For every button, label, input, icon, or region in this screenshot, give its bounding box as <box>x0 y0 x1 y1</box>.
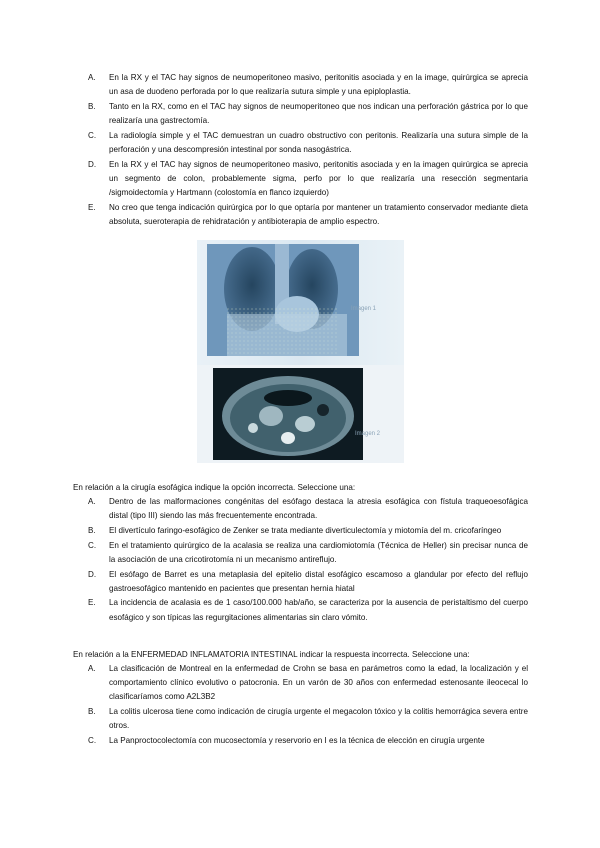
option-text: En la RX y el TAC hay signos de neumoperitoneo masivo, peritonitis asociada y en la image, quirúrgica se aprecia un asa de duodeno perforada por lo que realizaría sutura simple y una epiploplastia. <box>109 73 528 97</box>
option-b[interactable] <box>88 524 528 538</box>
option-letter: B. <box>88 707 96 717</box>
option-letter: A. <box>88 497 96 506</box>
option-letter: E. <box>88 598 96 608</box>
option-letter: C. <box>88 736 97 746</box>
option-text: No creo que tenga indicación quirúrgica por lo que optaría por mantener un tratamiento conservador mediante dieta absoluta, sueroterapia de rehidratación y antibioterapia de amplio espectro. <box>109 202 528 227</box>
option-d[interactable] <box>88 568 528 596</box>
option-letter: B. <box>88 525 96 535</box>
option-c[interactable] <box>88 539 528 567</box>
option-a[interactable] <box>88 71 528 99</box>
option-letter: A. <box>88 73 96 82</box>
option-letter: D. <box>88 569 97 579</box>
ct-illustration <box>213 368 363 460</box>
option-text: La Panproctocolectomía con mucosectomía y reservorio en I es la técnica de elección en cirugía urgente <box>109 736 485 746</box>
image-label-1: Imagen 1 <box>351 306 377 312</box>
option-c[interactable] <box>88 734 528 748</box>
option-text: Dentro de las malformaciones congénitas del esófago destaca la atresia esofágica con fístula traqueoesofágica distal (tipo III) siendo las más frecuentemente encontrada. <box>109 497 528 521</box>
option-letter: B. <box>88 101 96 111</box>
option-d[interactable] <box>88 158 528 201</box>
option-letter: C. <box>88 540 97 550</box>
question2-prompt: En relación a la cirugía esofágica indique la opción incorrecta. Seleccione una: <box>73 483 356 492</box>
option-text: Tanto en la RX, como en el TAC hay signos de neumoperitoneo que nos indican una perforación gástrica por lo que realizaría una gastrectomía. <box>109 101 528 126</box>
medical-images <box>197 240 404 463</box>
xray-illustration <box>207 244 359 356</box>
option-b[interactable] <box>88 705 528 733</box>
option-text: La radiología simple y el TAC demuestran un cuadro obstructivo con peritonis. Realizaría una sutura simple de la perforación y una descompresión intestinal por sonda nasogástrica. <box>109 130 528 155</box>
option-a[interactable] <box>88 662 528 705</box>
option-text: En el tratamiento quirúrgico de la acalasia se realiza una cardiomiotomía (Técnica de Heller) sin precisar nunca de la asociación de una cricotirotomía ni un mecanismo antireflujo. <box>109 540 528 564</box>
ct-scan-image <box>213 368 363 460</box>
question3-options <box>88 662 528 748</box>
option-text: La clasificación de Montreal en la enfermedad de Crohn se basa en parámetros como la edad, la localización y el comportamiento clínico evolutivo o patocronia. En un varón de 30 años con enfermedad estenosante ileocecal lo clasificaríamos como A2L3B2 <box>109 664 528 702</box>
option-letter: C. <box>88 130 97 140</box>
option-c[interactable] <box>88 129 528 157</box>
image-label-2: Imagen 2 <box>355 431 381 437</box>
question2-options <box>88 495 528 625</box>
option-e[interactable] <box>88 596 528 624</box>
option-letter: A. <box>88 664 96 673</box>
option-text: En la RX y el TAC hay signos de neumoperitoneo masivo, peritonitis asociada y en la imagen quirúrgica se aprecia un segmento de colon, probablemente sigma, perfo por lo que realizaría una resección segmentaria /sigmoidectomía y Hartmann (colostomía en flanco izquierdo) <box>109 159 528 198</box>
question1-options <box>88 71 528 229</box>
option-text: El esófago de Barret es una metaplasia del epitelio distal esofágico escamoso a glandular por efecto del reflujo gastroesofágico mantenido en pacientes que presentan hernia hiatal <box>109 569 528 593</box>
option-letter: D. <box>88 159 97 169</box>
option-letter: E. <box>88 202 96 212</box>
option-a[interactable] <box>88 495 528 523</box>
chest-xray-image <box>207 244 359 356</box>
question3-prompt: En relación a la ENFERMEDAD INFLAMATORIA INTESTINAL indicar la respuesta incorrecta. Seleccione una: <box>73 650 470 659</box>
option-text: La incidencia de acalasia es de 1 caso/100.000 hab/año, se caracteriza por la ausencia de peristaltismo del cuerpo esofágico y son típicas las regurgitaciones alimentarias sin claro vómito. <box>109 598 528 622</box>
option-e[interactable] <box>88 201 528 229</box>
option-text: La colitis ulcerosa tiene como indicación de cirugía urgente el megacolon tóxico y la colitis hemorrágica severa entre otros. <box>109 707 528 731</box>
option-b[interactable] <box>88 100 528 128</box>
option-text: El divertículo faringo-esofágico de Zenker se trata mediante diverticulectomía y miotomía del m. cricofaríngeo <box>109 525 502 535</box>
